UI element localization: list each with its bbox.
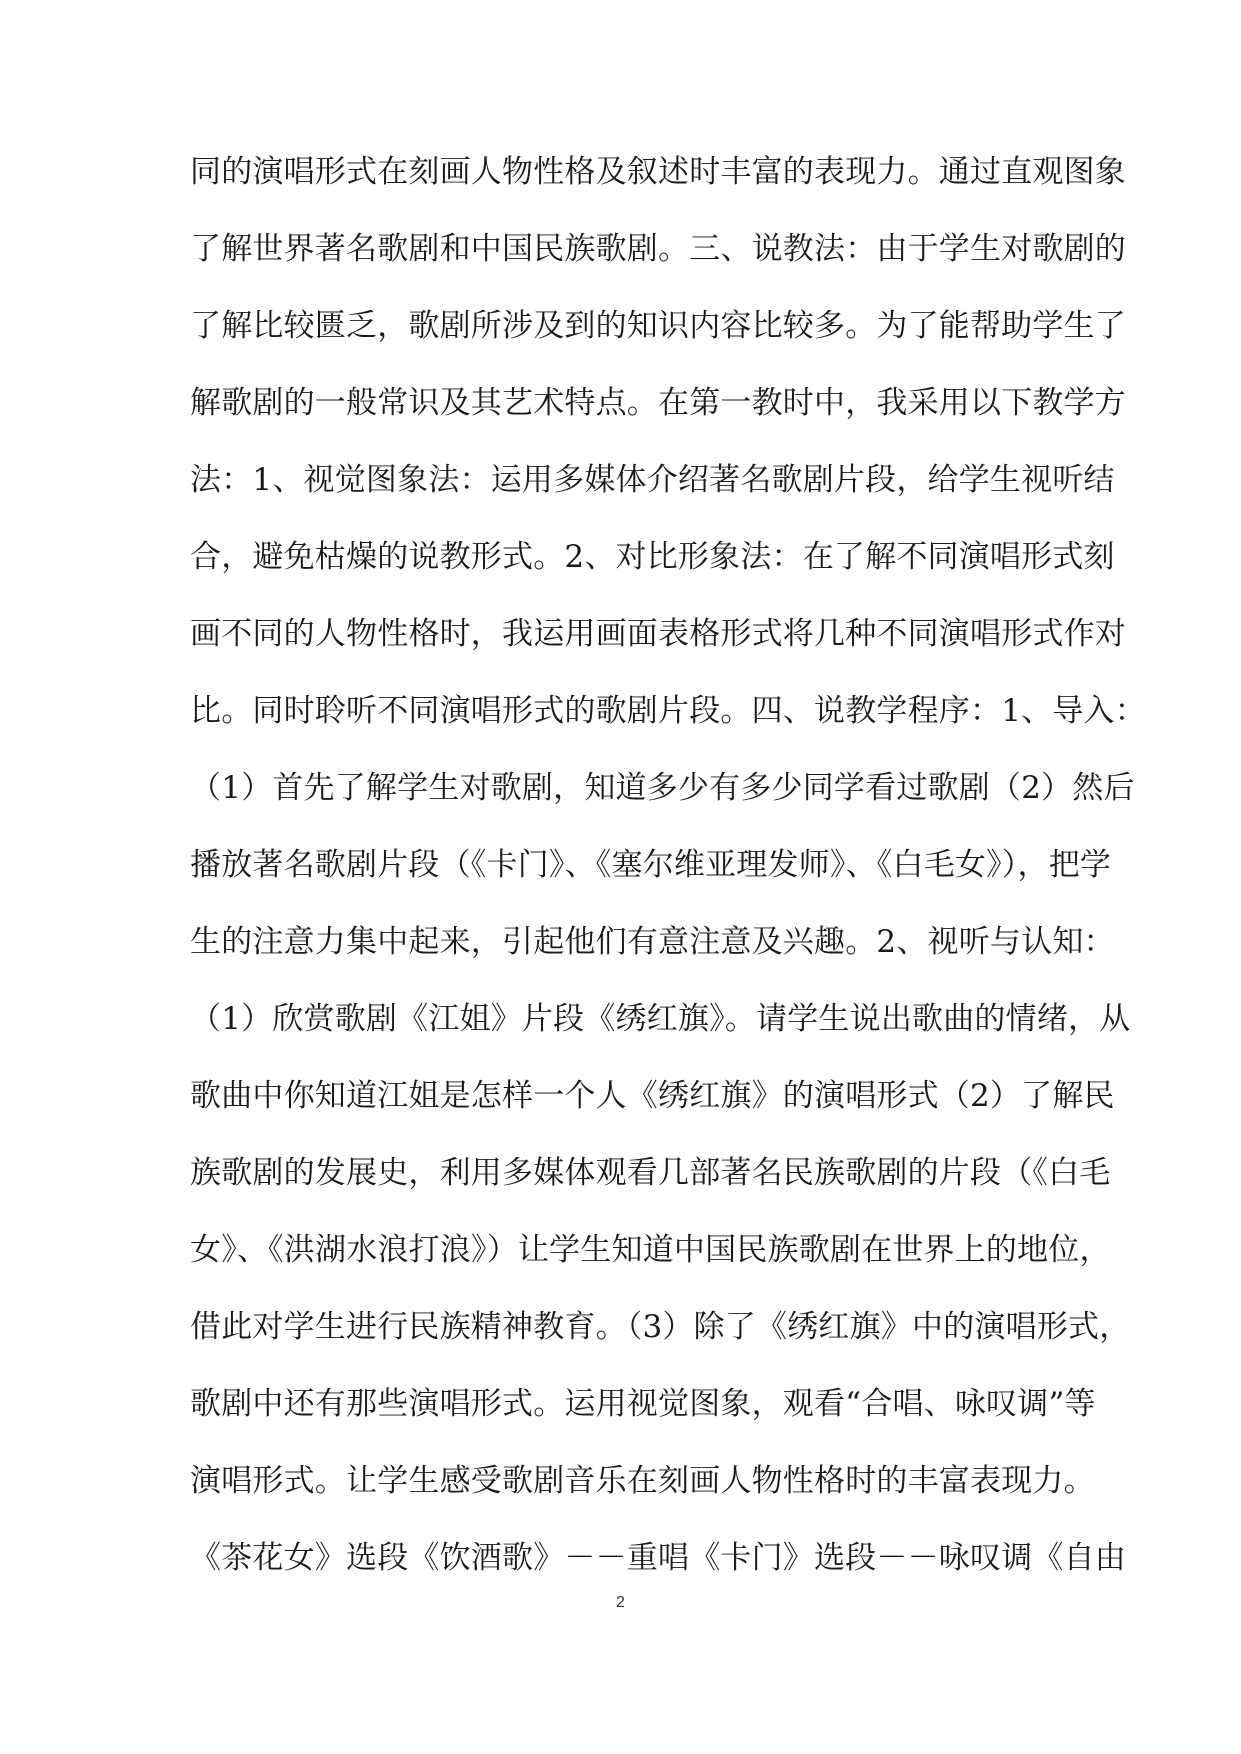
- text-line: 演唱形式。让学生感受歌剧音乐在刻画人物性格时的丰富表现力。: [190, 1463, 1095, 1499]
- text-line: 族歌剧的发展史，利用多媒体观看几部著名民族歌剧的片段（《白毛: [190, 1155, 1111, 1191]
- page-number: 2: [616, 1594, 625, 1611]
- text-line: 同的演唱形式在刻画人物性格及叙述时丰富的表现力。通过直观图象: [190, 154, 1126, 190]
- text-line: 了解世界著名歌剧和中国民族歌剧。三、说教法：由于学生对歌剧的: [190, 231, 1126, 267]
- text-line: 借此对学生进行民族精神教育。（3）除了《绣红旗》中的演唱形式，: [190, 1309, 1131, 1345]
- text-line: 了解比较匮乏，歌剧所涉及到的知识内容比较多。为了能帮助学生了: [190, 308, 1126, 344]
- text-line: （1）欣赏歌剧《江姐》片段《绣红旗》。请学生说出歌曲的情绪，从: [190, 1001, 1131, 1037]
- text-line: 歌曲中你知道江姐是怎样一个人《绣红旗》的演唱形式（2）了解民: [190, 1078, 1115, 1114]
- text-line: 播放著名歌剧片段（《卡门》、《塞尔维亚理发师》、《白毛女》），把学: [190, 847, 1112, 883]
- text-line: 比。同时聆听不同演唱形式的歌剧片段。四、说教学程序：1、导入：: [190, 693, 1146, 729]
- body-text: [190, 142, 1146, 1605]
- text-line: 《茶花女》选段《饮酒歌》－－重唱《卡门》选段－－咏叹调《自由: [190, 1540, 1126, 1576]
- text-line: 画不同的人物性格时，我运用画面表格形式将几种不同演唱形式作对: [190, 616, 1126, 652]
- text-line: 生的注意力集中起来，引起他们有意注意及兴趣。2、视听与认知：: [190, 924, 1115, 960]
- text-line: 女》、《洪湖水浪打浪》）让学生知道中国民族歌剧在世界上的地位，: [190, 1232, 1111, 1268]
- text-line: 歌剧中还有那些演唱形式。运用视觉图象，观看“合唱、咏叹调”等: [190, 1386, 1096, 1422]
- text-line: 解歌剧的一般常识及其艺术特点。在第一教时中，我采用以下教学方: [190, 385, 1126, 421]
- text-line: 法：1、视觉图象法：运用多媒体介绍著名歌剧片段，给学生视听结: [190, 462, 1115, 498]
- text-line: 合，避免枯燥的说教形式。2、对比形象法：在了解不同演唱形式刻: [190, 539, 1115, 575]
- text-line: （1）首先了解学生对歌剧，知道多少有多少同学看过歌剧（2）然后: [190, 770, 1135, 806]
